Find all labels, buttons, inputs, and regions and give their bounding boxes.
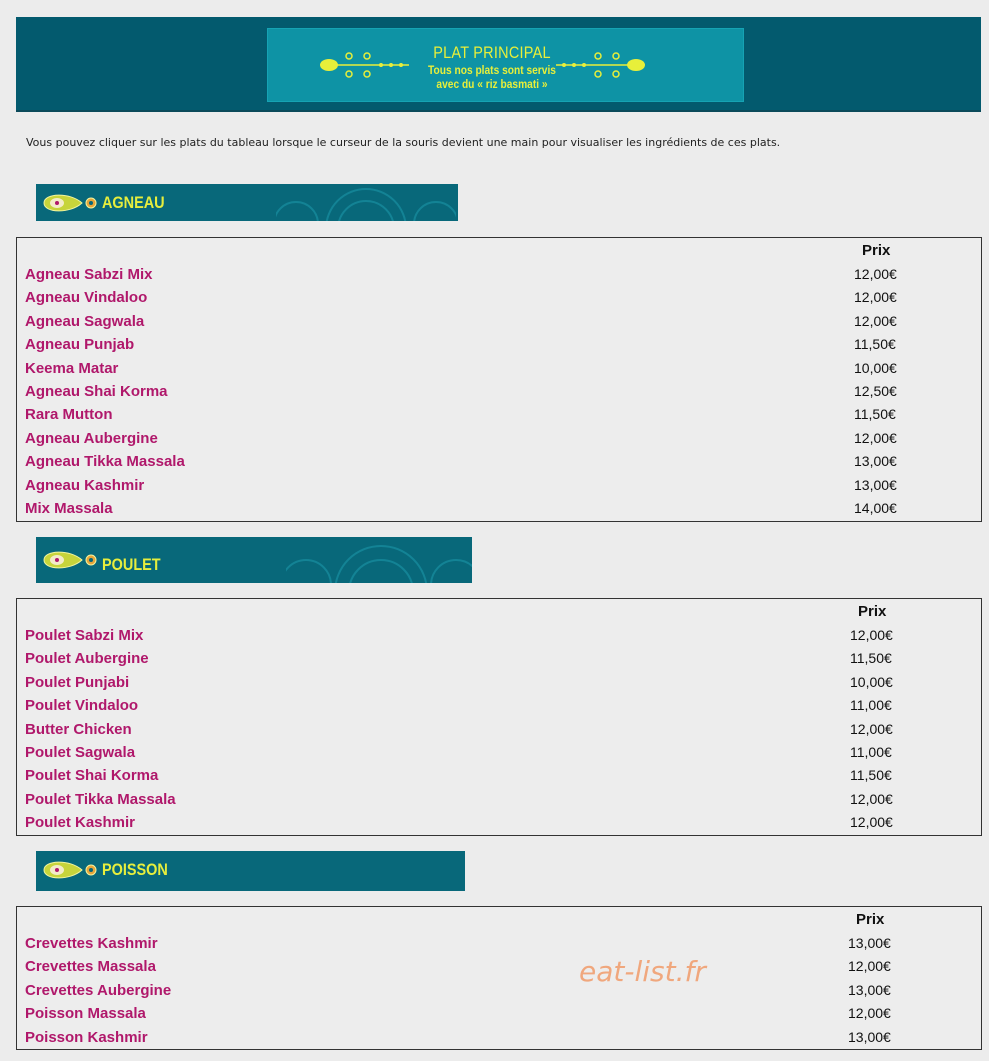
dish-price: 12,00€ xyxy=(850,814,893,831)
dish-link[interactable]: Agneau Vindaloo xyxy=(25,289,148,307)
section-banner-poulet xyxy=(36,537,472,583)
swirl-pattern-icon xyxy=(276,184,456,221)
menu-table-agneau xyxy=(16,237,982,522)
table-row xyxy=(17,1026,981,1049)
price-column-header: Prix xyxy=(862,242,891,259)
dish-link[interactable]: Poisson Kashmir xyxy=(25,1028,148,1046)
dish-link[interactable]: Agneau Kashmir xyxy=(25,476,145,494)
table-row xyxy=(17,474,981,497)
dish-price: 14,00€ xyxy=(854,500,897,516)
dish-price: 13,00€ xyxy=(848,935,891,951)
table-row xyxy=(17,764,981,787)
dish-link[interactable]: Poulet Vindaloo xyxy=(25,697,139,715)
dish-price: 12,00€ xyxy=(848,1005,891,1022)
table-row xyxy=(17,624,981,647)
table-row xyxy=(17,497,981,520)
watermark: eat-list.fr xyxy=(579,955,706,988)
table-row xyxy=(17,310,981,333)
table-row xyxy=(17,932,981,955)
header-subtitle-line2: avec du « riz basmati » xyxy=(436,77,548,91)
price-column-header: Prix xyxy=(856,911,885,928)
table-row xyxy=(17,403,981,426)
dish-link[interactable]: Poulet Tikka Massala xyxy=(25,790,176,808)
dish-link[interactable]: Crevettes Aubergine xyxy=(25,981,172,999)
dish-price: 11,50€ xyxy=(854,406,896,423)
header-band xyxy=(16,17,981,112)
dish-link[interactable]: Poulet Sabzi Mix xyxy=(25,627,144,644)
paisley-icon xyxy=(40,857,100,883)
dish-link[interactable]: Butter Chicken xyxy=(25,720,132,738)
dish-price: 13,00€ xyxy=(848,1028,891,1045)
table-row xyxy=(17,979,981,1002)
section-title-agneau: AGNEAU xyxy=(102,193,165,212)
dish-link[interactable]: Poisson Massala xyxy=(25,1005,146,1023)
table-row xyxy=(17,357,981,380)
dish-price: 10,00€ xyxy=(850,673,893,690)
section-title-poulet: POULET xyxy=(102,555,161,574)
table-row xyxy=(17,286,981,309)
dish-price: 13,00€ xyxy=(854,476,897,493)
dish-link[interactable]: Crevettes Massala xyxy=(25,958,156,976)
dish-link[interactable]: Poulet Punjabi xyxy=(25,673,130,691)
ornament-right-icon xyxy=(551,48,646,82)
dish-price: 12,00€ xyxy=(854,289,897,306)
menu-table-poisson xyxy=(16,906,982,1050)
dish-link[interactable]: Poulet Aubergine xyxy=(25,650,149,668)
table-row xyxy=(17,671,981,694)
dish-price: 12,00€ xyxy=(850,790,893,807)
dish-price: 13,00€ xyxy=(848,981,891,998)
dish-link[interactable]: Crevettes Kashmir xyxy=(25,935,158,952)
section-banner-agneau xyxy=(36,184,458,221)
table-row xyxy=(17,718,981,741)
dish-price: 13,00€ xyxy=(854,453,897,470)
dish-price: 11,50€ xyxy=(850,650,892,667)
paisley-icon xyxy=(40,190,100,216)
table-row xyxy=(17,741,981,764)
dish-link[interactable]: Rara Mutton xyxy=(25,406,113,424)
dish-link[interactable]: Poulet Kashmir xyxy=(25,814,136,832)
section-banner-poisson xyxy=(36,851,465,891)
page-title: PLAT PRINCIPAL xyxy=(433,43,551,62)
table-row xyxy=(17,450,981,473)
intro-text: Vous pouvez cliquer sur les plats du tableau lorsque le curseur de la souris devient une main pour visualiser les ingrédients de ces plats. xyxy=(26,136,781,149)
table-row xyxy=(17,811,981,834)
dish-link[interactable]: Poulet Sagwala xyxy=(25,744,136,761)
table-row xyxy=(17,380,981,403)
dish-price: 11,50€ xyxy=(850,767,892,784)
dish-link[interactable]: Keema Matar xyxy=(25,359,119,377)
dish-price: 11,50€ xyxy=(854,336,896,353)
dish-price: 11,00€ xyxy=(850,744,892,760)
dish-link[interactable]: Poulet Shai Korma xyxy=(25,767,159,785)
price-column-header: Prix xyxy=(858,603,887,620)
dish-link[interactable]: Mix Massala xyxy=(25,500,113,517)
table-row xyxy=(17,788,981,811)
table-row xyxy=(17,955,981,978)
dish-price: 12,00€ xyxy=(854,429,897,446)
table-row xyxy=(17,647,981,670)
table-row xyxy=(17,694,981,717)
header-subtitle-line1: Tous nos plats sont servis xyxy=(428,63,556,77)
table-row xyxy=(17,1002,981,1025)
dish-link[interactable]: Agneau Aubergine xyxy=(25,429,158,447)
dish-link[interactable]: Agneau Punjab xyxy=(25,336,135,354)
dish-price: 12,00€ xyxy=(854,312,897,329)
header-banner xyxy=(267,28,744,102)
menu-table-poulet xyxy=(16,598,982,836)
section-title-poisson: POISSON xyxy=(102,860,168,879)
dish-link[interactable]: Agneau Shai Korma xyxy=(25,383,168,400)
table-row xyxy=(17,427,981,450)
paisley-icon xyxy=(40,547,100,573)
dish-price: 12,00€ xyxy=(848,958,891,975)
dish-link[interactable]: Agneau Sagwala xyxy=(25,312,145,330)
dish-price: 12,00€ xyxy=(850,720,893,737)
dish-link[interactable]: Agneau Sabzi Mix xyxy=(25,266,153,283)
swirl-pattern-icon xyxy=(286,537,472,583)
dish-price: 11,00€ xyxy=(850,697,892,714)
dish-price: 12,00€ xyxy=(850,627,893,643)
table-row xyxy=(17,263,981,286)
dish-link[interactable]: Agneau Tikka Massala xyxy=(25,453,185,471)
dish-price: 12,50€ xyxy=(854,383,897,399)
table-row xyxy=(17,333,981,356)
dish-price: 12,00€ xyxy=(854,266,897,282)
dish-price: 10,00€ xyxy=(854,359,897,376)
